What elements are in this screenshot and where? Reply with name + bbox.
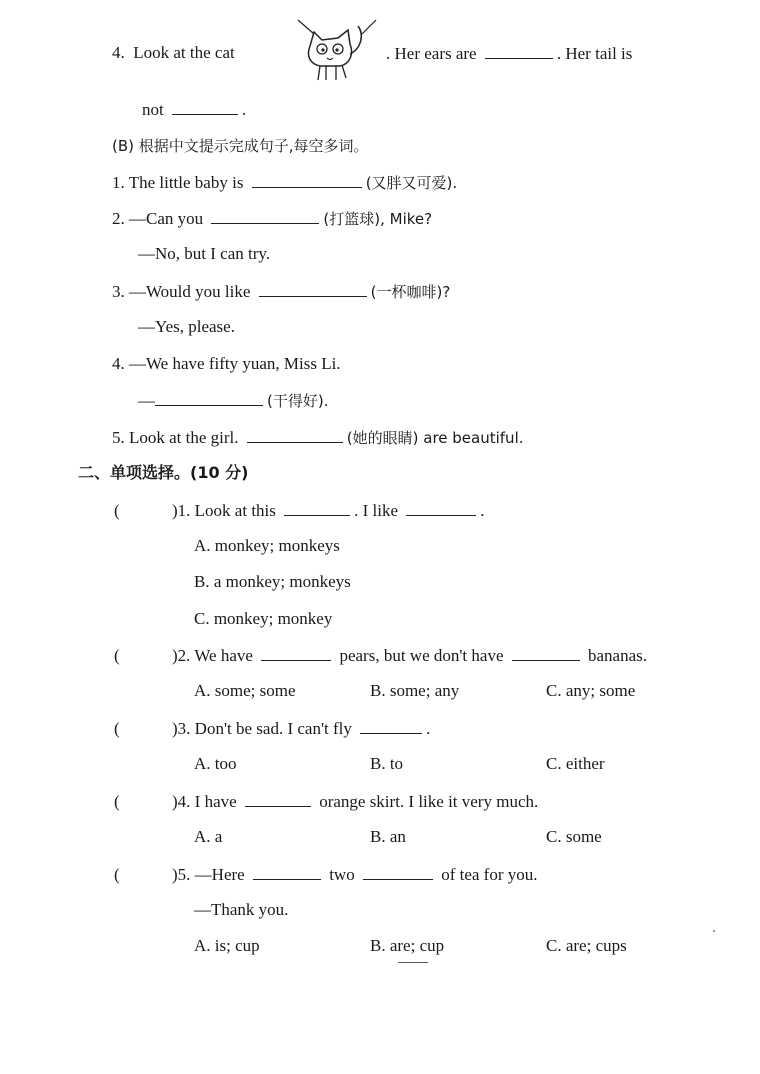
cat-illustration-icon [296,18,378,84]
question-text: bananas. [588,646,648,665]
question-text: pears, but we don't have [339,646,504,665]
q4-line1 [112,42,235,64]
answer-blank[interactable] [259,280,367,297]
chinese-hint: (一杯咖啡)? [370,283,451,301]
option-b[interactable]: B. are; cup [370,936,445,955]
question-text: . [426,719,431,738]
answer-paren[interactable]: ( [114,719,120,738]
partB-title: (B) 根据中文提示完成句子,每空多词。 [112,137,369,155]
item-text: The little baby is [128,173,244,192]
answer-paren[interactable]: ( [114,501,120,520]
partB-item-1 [112,171,457,194]
answer-blank[interactable] [245,790,311,807]
chinese-hint: (又胖又可爱). [365,174,458,192]
mc-question-5-reply: —Thank you. [194,900,289,919]
item-text: —We have fifty yuan, Miss Li. [129,354,341,373]
question-text: two [329,865,355,884]
q4-line2 [142,98,246,121]
q4-line1-cont [386,42,632,65]
q4-text-mid: . Her ears are [386,44,477,63]
question-number: )2. [172,646,191,665]
question-text: Look at this [194,501,276,520]
mc-question-5 [114,863,538,886]
answer-blank[interactable] [252,171,362,188]
item-number: 2. [112,209,125,228]
item-text: Look at the girl. [129,428,239,447]
option-c[interactable]: C. either [546,754,605,773]
partB-item-5 [112,426,524,449]
answer-blank[interactable] [360,717,422,734]
option-c[interactable]: C. monkey; monkey [194,609,333,628]
question-text: —Here [194,865,245,884]
q4-blank-ears[interactable] [485,42,553,59]
answer-blank[interactable] [284,499,350,516]
option-a[interactable]: A. too [194,754,237,773]
item-number: 3. [112,282,125,301]
mc-question-2 [114,644,647,667]
question-number: )1. [172,501,191,520]
option-c[interactable]: C. any; some [546,681,636,700]
option-a[interactable]: A. monkey; monkeys [194,536,340,555]
option-c[interactable]: C. are; cups [546,936,627,955]
question-number: )4. [172,792,191,811]
answer-blank[interactable] [253,863,321,880]
option-b[interactable]: B. a monkey; monkeys [194,572,351,591]
q4-blank-tail[interactable] [172,98,238,115]
partB-item-3 [112,280,450,303]
answer-blank[interactable] [247,426,343,443]
option-a[interactable]: A. is; cup [194,936,260,955]
answer-blank[interactable] [406,499,476,516]
option-c[interactable]: C. some [546,827,602,846]
question-text: . [480,501,485,520]
mc-question-4 [114,790,538,813]
mc-question-1 [114,499,485,522]
answer-blank[interactable] [363,863,433,880]
page-number-mark [398,962,428,963]
option-b[interactable]: B. to [370,754,404,773]
answer-blank[interactable] [211,207,319,224]
chinese-hint: (干得好). [267,392,329,410]
item-number: 5. [112,428,125,447]
chinese-hint: (打篮球), Mike? [323,210,433,228]
answer-paren[interactable]: ( [114,646,120,665]
answer-blank[interactable] [155,389,263,406]
q4-text-post: . Her tail is [556,44,633,63]
partB-item-2-reply: —No, but I can try. [138,244,271,263]
answer-blank[interactable] [512,644,580,661]
item-number: 1. [112,173,125,192]
answer-blank[interactable] [261,644,331,661]
item-text: —Would you like [129,282,251,301]
question-text: I have [194,792,237,811]
question-text: . I like [354,501,399,520]
partB-item-2 [112,207,432,230]
partB-item-3-reply: —Yes, please. [138,317,235,336]
item-text: —Can you [129,209,204,228]
item-number: 4. [112,354,125,373]
question-text: We have [194,646,253,665]
answer-paren[interactable]: ( [114,865,120,884]
question-number: )3. [172,719,191,738]
answer-paren[interactable]: ( [114,792,120,811]
partB-item-4 [112,353,341,375]
section2-title: 二、单项选择。(10 分) [78,463,249,482]
chinese-hint: (她的眼睛) are beautiful. [346,429,524,447]
question-text: of tea for you. [441,865,538,884]
q4-text-not: not [142,100,164,119]
q4-text-pre: Look at the cat [133,43,235,62]
dash: — [138,391,155,410]
question-text: Don't be sad. I can't fly [194,719,352,738]
option-b[interactable]: B. an [370,827,406,846]
option-a[interactable]: A. a [194,827,223,846]
q4-text-end: . [241,100,247,119]
scan-speck [713,930,715,932]
option-a[interactable]: A. some; some [194,681,296,700]
question-text: orange skirt. I like it very much. [319,792,539,811]
option-b[interactable]: B. some; any [370,681,460,700]
question-number: )5. [172,865,191,884]
q4-number: 4. [112,43,125,62]
partB-item-4-reply [138,389,328,412]
mc-question-3 [114,717,430,740]
